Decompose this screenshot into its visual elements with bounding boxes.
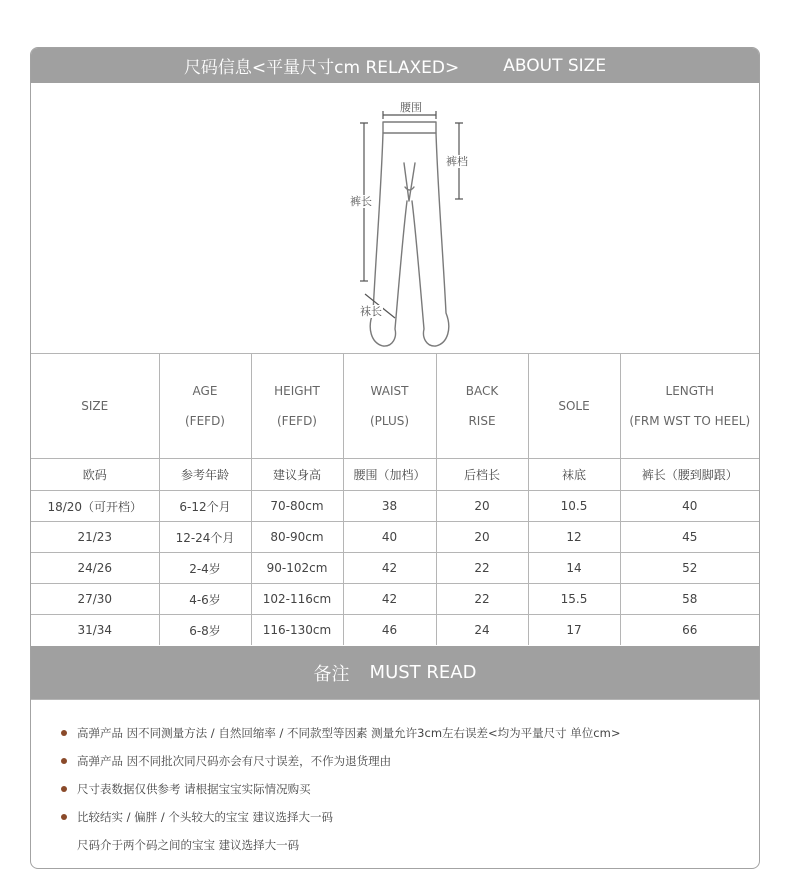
list-item: 高弹产品 因不同测量方法 / 自然回缩率 / 不同款型等因素 测量允许3cm左右误差<均为平量尺寸 单位cm> bbox=[61, 725, 620, 753]
table-cell: 42 bbox=[343, 553, 436, 584]
table-cell: 15.5 bbox=[528, 584, 620, 615]
table-cell: 21/23 bbox=[31, 522, 159, 553]
must-read-title-cn: 备注 bbox=[313, 663, 350, 685]
table-row bbox=[31, 522, 759, 553]
table-cell: 24 bbox=[436, 615, 528, 646]
table-cell: 6-8岁 bbox=[159, 615, 251, 646]
table-cell: 27/30 bbox=[31, 584, 159, 615]
must-read-title-en: MUST READ bbox=[369, 662, 477, 683]
table-cell: 12 bbox=[528, 522, 620, 553]
table-cell: 66 bbox=[620, 615, 759, 646]
size-table bbox=[31, 353, 759, 645]
list-item: 比较结实 / 偏胖 / 个头较大的宝宝 建议选择大一码 bbox=[61, 809, 620, 837]
table-cell: 14 bbox=[528, 553, 620, 584]
table-cell: 6-12个月 bbox=[159, 491, 251, 522]
table-cell: 52 bbox=[620, 553, 759, 584]
subheader-cell: 腰围（加档） bbox=[343, 459, 436, 491]
table-cell: 116-130cm bbox=[251, 615, 343, 646]
subheader-cell: 裤长（腰到脚跟） bbox=[620, 459, 759, 491]
table-cell: 102-116cm bbox=[251, 584, 343, 615]
table-row bbox=[31, 584, 759, 615]
table-cell: 22 bbox=[436, 553, 528, 584]
table-row bbox=[31, 615, 759, 646]
table-cell: 22 bbox=[436, 584, 528, 615]
rise-label: 裤档 bbox=[446, 155, 468, 168]
table-cell: 24/26 bbox=[31, 553, 159, 584]
table-cell: 20 bbox=[436, 522, 528, 553]
sock-length-label: 袜长 bbox=[360, 305, 382, 318]
list-item: 高弹产品 因不同批次同尺码亦会有尺寸误差，不作为退货理由 bbox=[61, 753, 620, 781]
header-cell: AGE (FEFD) bbox=[159, 354, 251, 459]
table-cell: 70-80cm bbox=[251, 491, 343, 522]
length-label: 裤长 bbox=[350, 195, 372, 208]
table-cell: 58 bbox=[620, 584, 759, 615]
bullet-dot-icon bbox=[61, 758, 67, 764]
table-cell: 2-4岁 bbox=[159, 553, 251, 584]
subheader-cell: 欧码 bbox=[31, 459, 159, 491]
bullet-dot-icon bbox=[61, 730, 67, 736]
subheader-cell: 建议身高 bbox=[251, 459, 343, 491]
table-cell: 40 bbox=[620, 491, 759, 522]
header-cell: SIZE bbox=[31, 354, 159, 459]
size-info-card bbox=[30, 47, 760, 869]
list-item: 尺寸表数据仅供参考 请根据宝宝实际情况购买 bbox=[61, 781, 620, 809]
must-read-banner bbox=[31, 646, 759, 699]
notes-section bbox=[31, 699, 759, 869]
table-cell: 90-102cm bbox=[251, 553, 343, 584]
header-cell: SOLE bbox=[528, 354, 620, 459]
table-row bbox=[31, 491, 759, 522]
table-subheader-row bbox=[31, 459, 759, 491]
header-cell: WAIST (PLUS) bbox=[343, 354, 436, 459]
subheader-cell: 参考年龄 bbox=[159, 459, 251, 491]
table-cell: 10.5 bbox=[528, 491, 620, 522]
table-cell: 42 bbox=[343, 584, 436, 615]
bullet-dot-icon bbox=[61, 814, 67, 820]
table-header-row bbox=[31, 354, 759, 459]
bullet-dot-icon bbox=[61, 786, 67, 792]
waist-label: 腰围 bbox=[400, 101, 422, 114]
subheader-cell: 袜底 bbox=[528, 459, 620, 491]
size-info-banner bbox=[31, 48, 759, 83]
table-row bbox=[31, 553, 759, 584]
subheader-cell: 后档长 bbox=[436, 459, 528, 491]
table-cell: 80-90cm bbox=[251, 522, 343, 553]
header-cell: BACK RISE bbox=[436, 354, 528, 459]
list-item: 尺码介于两个码之间的宝宝 建议选择大一码 bbox=[77, 838, 300, 852]
table-cell: 20 bbox=[436, 491, 528, 522]
size-info-title-en: ABOUT SIZE bbox=[503, 55, 607, 76]
notes-list bbox=[61, 725, 620, 865]
table-cell: 38 bbox=[343, 491, 436, 522]
table-cell: 12-24个月 bbox=[159, 522, 251, 553]
table-cell: 18/20（可开档） bbox=[31, 491, 159, 522]
table-cell: 31/34 bbox=[31, 615, 159, 646]
table-cell: 17 bbox=[528, 615, 620, 646]
table-cell: 46 bbox=[343, 615, 436, 646]
tights-outline-icon bbox=[31, 83, 759, 353]
table-cell: 45 bbox=[620, 522, 759, 553]
tights-diagram bbox=[31, 83, 759, 353]
header-cell: HEIGHT (FEFD) bbox=[251, 354, 343, 459]
table-cell: 4-6岁 bbox=[159, 584, 251, 615]
table-cell: 40 bbox=[343, 522, 436, 553]
size-info-title-cn: 尺码信息<平量尺寸cm RELAXED> bbox=[183, 58, 460, 78]
header-cell: LENGTH (FRM WST TO HEEL) bbox=[620, 354, 759, 459]
